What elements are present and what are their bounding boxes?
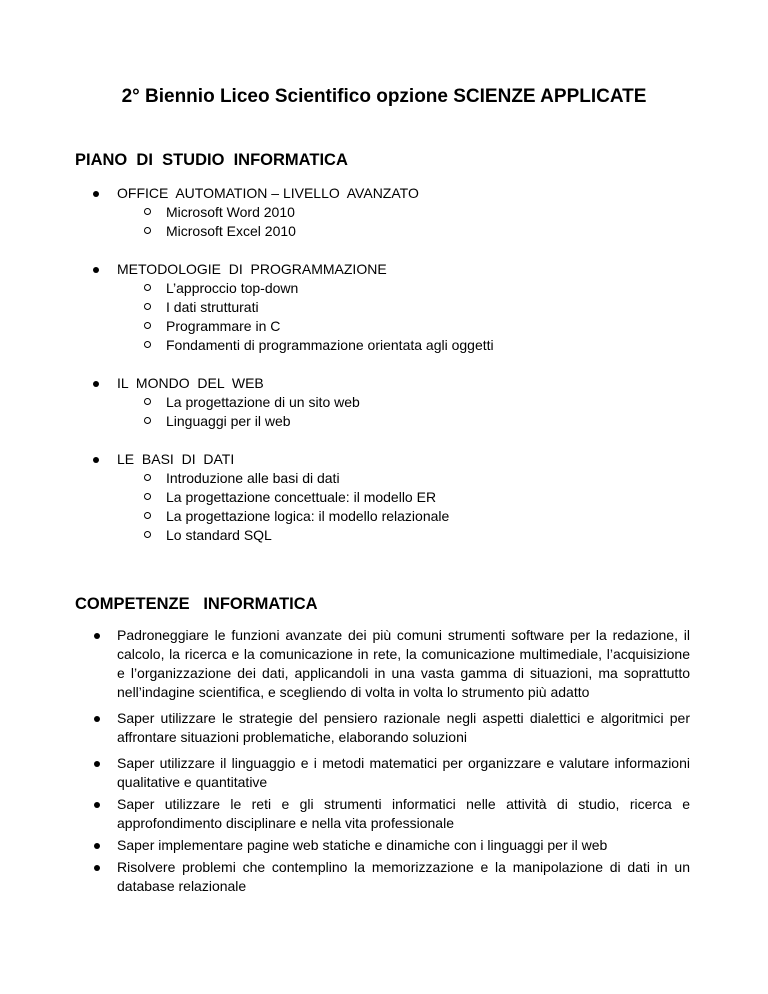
bullet-icon	[94, 802, 100, 808]
bullet-icon	[93, 381, 99, 387]
competence-item	[0, 709, 768, 747]
sub-item	[0, 412, 768, 431]
bullet-icon	[94, 843, 100, 849]
competence-text: Saper utilizzare il linguaggio e i metodi matematici per organizzare e valutare informazioni qualitative e quantitative	[117, 755, 690, 790]
sub-item-label: La progettazione concettuale: il modello ER	[166, 489, 437, 505]
sub-item-label: I dati strutturati	[166, 299, 259, 315]
competence-text: Risolvere problemi che contemplino la memorizzazione e la manipolazione di dati in un database relazionale	[117, 859, 690, 894]
sub-item	[0, 507, 768, 526]
plan-item-programming	[0, 260, 768, 355]
sub-item-label: Lo standard SQL	[166, 527, 272, 543]
bullet-icon	[93, 267, 99, 273]
sub-list	[0, 393, 768, 431]
circle-bullet-icon	[144, 417, 151, 424]
competence-text: Saper implementare pagine web statiche e dinamiche con i linguaggi per il web	[117, 837, 608, 853]
document-title: 2° Biennio Liceo Scientifico opzione SCIENZE APPLICATE	[121, 86, 647, 107]
sub-item	[0, 222, 768, 241]
plan-heading: PIANO DI STUDIO INFORMATICA	[75, 151, 348, 169]
circle-bullet-icon	[144, 341, 151, 348]
circle-bullet-icon	[144, 303, 151, 310]
plan-item-office	[0, 184, 768, 241]
bullet-icon	[94, 865, 100, 871]
sub-item	[0, 298, 768, 317]
bullet-icon	[93, 191, 99, 197]
sub-item-label: Linguaggi per il web	[166, 413, 291, 429]
bullet-icon	[94, 716, 100, 722]
circle-bullet-icon	[144, 493, 151, 500]
competence-item	[0, 626, 768, 702]
competence-item	[0, 858, 768, 896]
plan-item-label: LE BASI DI DATI	[117, 451, 235, 467]
sub-item	[0, 203, 768, 222]
sub-list	[0, 279, 768, 355]
plan-item-label: METODOLOGIE DI PROGRAMMAZIONE	[117, 261, 387, 277]
competence-text: Padroneggiare le funzioni avanzate dei più comuni strumenti software per la redazione, il calcolo, la ricerca e la comunicazione in rete, la comunicazione multimediale, l’acquisizione e l’organizzazione dei dati, applicandoli in una vasta gamma di situazioni, ma soprattutto nell’indagine scientifica, e scegliendo di volta in volta lo strumento più adatto	[117, 627, 690, 700]
sub-item-label: La progettazione logica: il modello relazionale	[166, 508, 450, 524]
plan-item-databases	[0, 450, 768, 545]
sub-item-label: Microsoft Word 2010	[166, 204, 295, 220]
competences-list	[0, 626, 768, 899]
sub-item-label: La progettazione di un sito web	[166, 394, 360, 410]
sub-list	[0, 469, 768, 545]
plan-item-web	[0, 374, 768, 431]
sub-item-label: Microsoft Excel 2010	[166, 223, 296, 239]
competence-text: Saper utilizzare le strategie del pensiero razionale negli aspetti dialettici e algoritmici per affrontare situazioni problematiche, elaborando soluzioni	[117, 710, 690, 745]
competences-heading: COMPETENZE INFORMATICA	[75, 595, 318, 613]
circle-bullet-icon	[144, 512, 151, 519]
plan-item-label: IL MONDO DEL WEB	[117, 375, 264, 391]
bullet-icon	[94, 761, 100, 767]
circle-bullet-icon	[144, 531, 151, 538]
bullet-icon	[93, 457, 99, 463]
sub-list	[0, 203, 768, 241]
sub-item	[0, 317, 768, 336]
competence-item	[0, 795, 768, 833]
sub-item-label: L’approccio top-down	[166, 280, 299, 296]
sub-item	[0, 336, 768, 355]
competence-text: Saper utilizzare le reti e gli strumenti informatici nelle attività di studio, ricerca e approfondimento disciplinare e nella vita professionale	[117, 796, 690, 831]
sub-item	[0, 393, 768, 412]
circle-bullet-icon	[144, 398, 151, 405]
bullet-icon	[94, 633, 100, 639]
plan-item-label: OFFICE AUTOMATION – LIVELLO AVANZATO	[117, 185, 419, 201]
plan-list	[0, 184, 768, 564]
circle-bullet-icon	[144, 227, 151, 234]
sub-item	[0, 469, 768, 488]
circle-bullet-icon	[144, 284, 151, 291]
circle-bullet-icon	[144, 474, 151, 481]
competence-item	[0, 836, 768, 855]
competence-item	[0, 754, 768, 792]
sub-item-label: Introduzione alle basi di dati	[166, 470, 340, 486]
sub-item	[0, 526, 768, 545]
sub-item-label: Programmare in C	[166, 318, 281, 334]
circle-bullet-icon	[144, 322, 151, 329]
sub-item-label: Fondamenti di programmazione orientata agli oggetti	[166, 337, 494, 353]
sub-item	[0, 279, 768, 298]
sub-item	[0, 488, 768, 507]
circle-bullet-icon	[144, 208, 151, 215]
